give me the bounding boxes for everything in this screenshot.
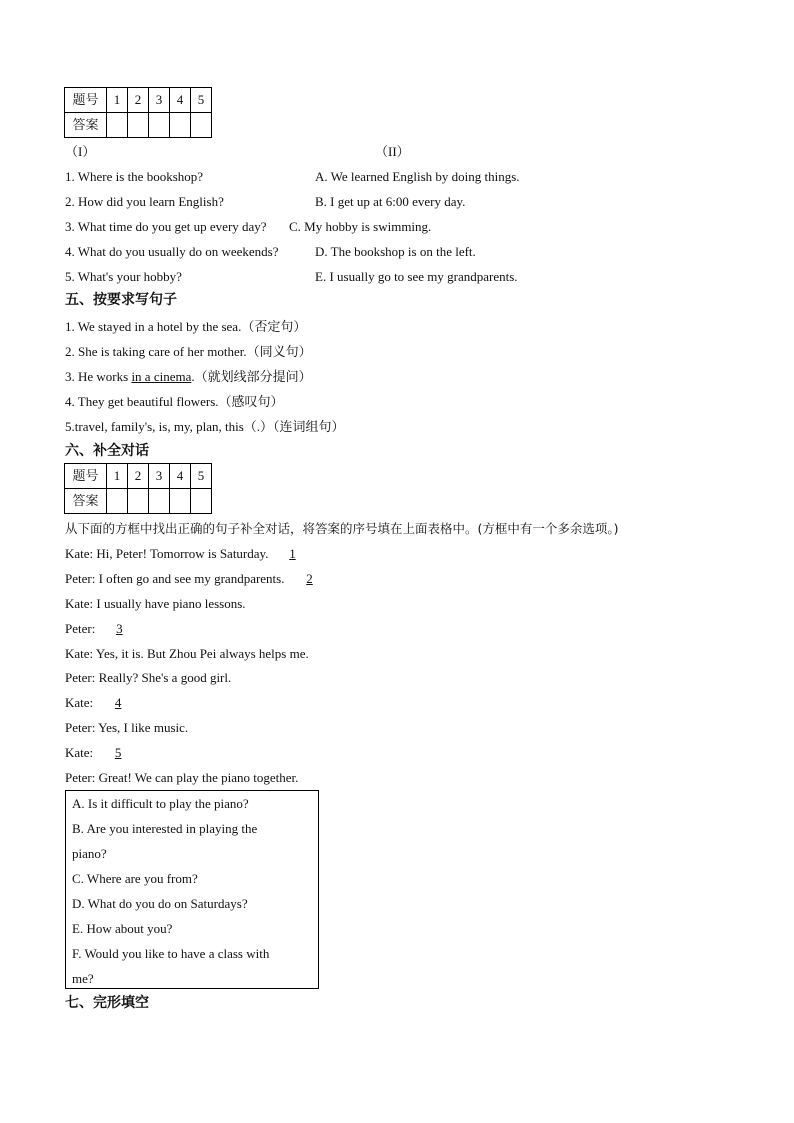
blank-4: 4 xyxy=(114,695,122,710)
match-answer: B. I get up at 6:00 every day. xyxy=(315,194,466,209)
match-answer: E. I usually go to see my grandparents. xyxy=(315,269,518,284)
answer-cell[interactable] xyxy=(170,113,191,138)
rewrite-item: 1. We stayed in a hotel by the sea.（否定句） xyxy=(65,319,307,334)
answer-cell[interactable] xyxy=(170,489,191,514)
rewrite-item: 2. She is taking care of her mother.（同义句） xyxy=(65,344,312,359)
dialogue-line xyxy=(65,621,143,637)
question-number: 1 xyxy=(107,464,128,489)
answer-cell[interactable] xyxy=(128,489,149,514)
dialogue-line: Peter: Great! We can play the piano together. xyxy=(65,770,299,785)
rewrite-item: 5.travel, family's, is, my, plan, this（.）（连词组句） xyxy=(65,419,345,434)
match-answer: C. My hobby is swimming. xyxy=(289,219,432,234)
answer-cell[interactable] xyxy=(128,113,149,138)
answer-cell[interactable] xyxy=(149,113,170,138)
option-item: me? xyxy=(72,971,94,986)
match-question: 3. What time do you get up every day? xyxy=(65,219,267,234)
answer-label: 答案 xyxy=(65,489,107,514)
question-number: 2 xyxy=(128,88,149,113)
question-number: 4 xyxy=(170,88,191,113)
question-number: 5 xyxy=(191,88,212,113)
question-number: 4 xyxy=(170,464,191,489)
answer-label: 答案 xyxy=(65,113,107,138)
question-number: 3 xyxy=(149,464,170,489)
section-heading: 五、按要求写句子 xyxy=(65,292,177,308)
item-text: .（就划线部分提问） xyxy=(191,369,312,384)
dialogue-answer-table xyxy=(64,463,212,514)
match-answer: A. We learned English by doing things. xyxy=(315,169,520,184)
section-heading: 六、补全对话 xyxy=(65,443,149,459)
question-number: 2 xyxy=(128,464,149,489)
table-row xyxy=(65,113,212,138)
dialogue-line xyxy=(65,571,334,587)
match-answer: D. The bookshop is on the left. xyxy=(315,244,476,259)
dialogue-line xyxy=(65,546,316,562)
item-text: 3. He works xyxy=(65,369,132,384)
table-row xyxy=(65,88,212,113)
header-label: 题号 xyxy=(65,464,107,489)
dialogue-text: Peter: I often go and see my grandparents. xyxy=(65,571,285,586)
header-label: 题号 xyxy=(65,88,107,113)
column-label-i: （I） xyxy=(65,144,96,159)
match-question: 4. What do you usually do on weekends? xyxy=(65,244,279,259)
blank-5: 5 xyxy=(114,745,122,760)
answer-cell[interactable] xyxy=(191,489,212,514)
dialogue-text: Kate: xyxy=(65,745,94,760)
dialogue-line: Peter: Yes, I like music. xyxy=(65,720,189,735)
option-item: piano? xyxy=(72,846,107,861)
dialogue-line xyxy=(65,695,143,711)
match-answer-table xyxy=(64,87,212,138)
underlined-phrase: in a cinema xyxy=(131,369,192,384)
question-number: 5 xyxy=(191,464,212,489)
option-item: E. How about you? xyxy=(72,921,173,936)
dialogue-text: Peter: xyxy=(65,621,96,636)
rewrite-item: 4. They get beautiful flowers.（感叹句） xyxy=(65,394,284,409)
column-label-ii: （II） xyxy=(375,144,410,159)
table-row xyxy=(65,489,212,514)
option-item: A. Is it difficult to play the piano? xyxy=(72,796,249,811)
blank-2: 2 xyxy=(306,571,313,586)
question-number: 3 xyxy=(149,88,170,113)
blank-3: 3 xyxy=(116,621,123,636)
dialogue-line: Kate: Yes, it is. But Zhou Pei always helps me. xyxy=(65,646,309,661)
dialogue-line xyxy=(65,745,143,761)
answer-cell[interactable] xyxy=(107,489,128,514)
answer-cell[interactable] xyxy=(191,113,212,138)
answer-cell[interactable] xyxy=(149,489,170,514)
match-question: 5. What's your hobby? xyxy=(65,269,182,284)
options-box xyxy=(65,790,319,989)
dialogue-line: Kate: I usually have piano lessons. xyxy=(65,596,246,611)
table-row xyxy=(65,464,212,489)
instruction-text: 从下面的方框中找出正确的句子补全对话，将答案的序号填在上面表格中。(方框中有一个多余选项。) xyxy=(65,521,619,536)
answer-cell[interactable] xyxy=(107,113,128,138)
rewrite-item xyxy=(65,369,312,385)
option-item: D. What do you do on Saturdays? xyxy=(72,896,248,911)
section-heading: 七、完形填空 xyxy=(65,995,149,1011)
question-number: 1 xyxy=(107,88,128,113)
option-item: B. Are you interested in playing the xyxy=(72,821,258,836)
option-item: C. Where are you from? xyxy=(72,871,198,886)
dialogue-text: Kate: Hi, Peter! Tomorrow is Saturday. xyxy=(65,546,269,561)
match-question: 2. How did you learn English? xyxy=(65,194,224,209)
dialogue-line: Peter: Really? She's a good girl. xyxy=(65,670,232,685)
match-question: 1. Where is the bookshop? xyxy=(65,169,204,184)
blank-1: 1 xyxy=(289,546,296,561)
option-item: F. Would you like to have a class with xyxy=(72,946,270,961)
dialogue-text: Kate: xyxy=(65,695,94,710)
